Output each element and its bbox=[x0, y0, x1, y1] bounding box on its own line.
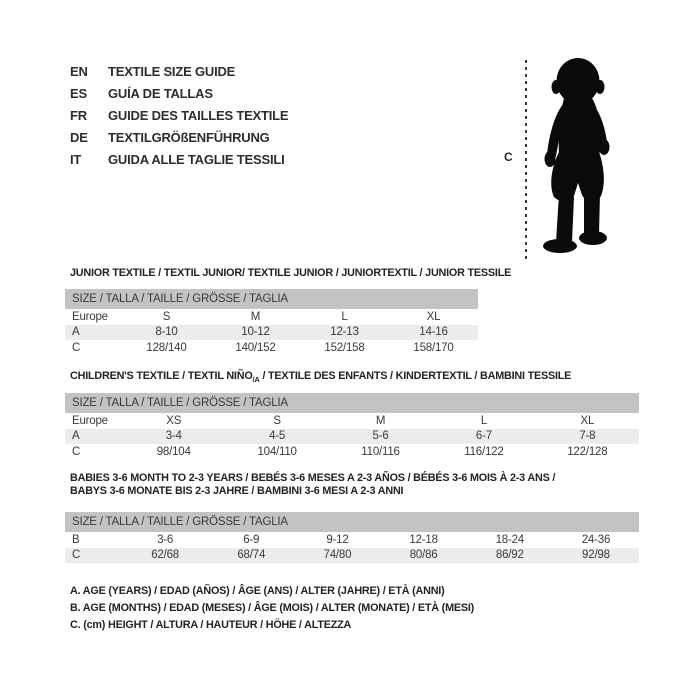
table-cell: S bbox=[162, 310, 171, 323]
size-header-bar: SIZE / TALLA / TAILLE / GRÖSSE / TAGLIA bbox=[65, 393, 639, 413]
table-row bbox=[65, 532, 639, 548]
table-row bbox=[65, 325, 478, 341]
table-cell: 158/170 bbox=[413, 341, 454, 354]
table-cell: 6-7 bbox=[475, 430, 492, 443]
table-cell: 140/152 bbox=[235, 341, 276, 354]
table-cell: 12-13 bbox=[330, 326, 359, 339]
legend-age-years: A. AGE (YEARS) / EDAD (AÑOS) / ÂGE (ANS) / ALTER (JAHRE) / ETÀ (ANNI) bbox=[70, 585, 445, 597]
table-row bbox=[65, 413, 639, 429]
table-cell: 152/158 bbox=[324, 341, 365, 354]
table-cell: 9-12 bbox=[326, 533, 349, 546]
table-cell: 92/98 bbox=[582, 549, 610, 562]
babies-section-title bbox=[70, 472, 555, 498]
table-cell: 14-16 bbox=[419, 326, 448, 339]
table-cell: XL bbox=[426, 310, 441, 323]
table-cell: 10-12 bbox=[241, 326, 270, 339]
table-row bbox=[65, 444, 639, 460]
table-cell: 3-4 bbox=[165, 430, 182, 443]
children-title-suffix: / TEXTILE DES ENFANTS / KINDERTEXTIL / BAMBINI TESSILE bbox=[259, 370, 572, 382]
table-cell: 7-8 bbox=[579, 430, 596, 443]
babies-title-line2: BABYS 3-6 MONATE BIS 2-3 JAHRE / BAMBINI 3-6 MESI A 2-3 ANNI bbox=[70, 485, 404, 497]
table-cell: L bbox=[341, 310, 348, 323]
table-cell: 24-36 bbox=[581, 533, 611, 546]
language-row-fr bbox=[70, 104, 288, 126]
table-cell: 18-24 bbox=[495, 533, 524, 546]
row-label: C bbox=[72, 341, 81, 354]
row-label: Europe bbox=[72, 414, 108, 427]
language-code: ES bbox=[70, 85, 87, 101]
table-cell: S bbox=[273, 414, 281, 427]
row-label: C bbox=[72, 549, 81, 562]
language-row-de bbox=[70, 126, 288, 148]
table-cell: 104/110 bbox=[257, 445, 297, 458]
row-label: Europe bbox=[72, 310, 108, 323]
language-row-es bbox=[70, 82, 288, 104]
language-title: GUIDE DES TAILLES TEXTILE bbox=[108, 107, 289, 123]
row-label: A bbox=[72, 430, 80, 443]
children-title-subscript: /A bbox=[252, 375, 260, 385]
table-cell: 62/68 bbox=[151, 549, 179, 562]
baby-figure bbox=[500, 52, 660, 267]
table-cell: XL bbox=[580, 414, 595, 427]
table-cell: 4-5 bbox=[269, 430, 286, 443]
children-size-table bbox=[65, 393, 639, 460]
language-row-en bbox=[70, 60, 288, 82]
babies-size-table bbox=[65, 512, 639, 563]
language-title: TEXTILGRÖßENFÜHRUNG bbox=[108, 129, 270, 145]
table-row bbox=[65, 309, 478, 325]
table-cell: 122/128 bbox=[567, 445, 608, 458]
language-code: DE bbox=[70, 129, 88, 145]
table-cell: 3-6 bbox=[157, 533, 174, 546]
table-cell: 5-6 bbox=[372, 430, 389, 443]
table-cell: 86/92 bbox=[495, 549, 524, 562]
language-title: TEXTILE SIZE GUIDE bbox=[108, 63, 236, 79]
baby-silhouette-icon bbox=[533, 56, 625, 258]
row-label: A bbox=[72, 326, 80, 339]
language-code: IT bbox=[70, 151, 82, 167]
table-cell: 8-10 bbox=[155, 326, 178, 339]
table-row bbox=[65, 548, 639, 564]
children-title-prefix: CHILDREN'S TEXTILE / TEXTIL NIÑO bbox=[70, 370, 253, 382]
babies-title-line1: BABIES 3-6 MONTH TO 2-3 YEARS / BEBÉS 3-6 MESES A 2-3 AÑOS / BÉBÉS 3-6 MOIS À 2-3 ANS / bbox=[70, 472, 556, 484]
size-header-bar: SIZE / TALLA / TAILLE / GRÖSSE / TAGLIA bbox=[65, 289, 478, 309]
junior-section-title: JUNIOR TEXTILE / TEXTIL JUNIOR/ TEXTILE JUNIOR / JUNIORTEXTIL / JUNIOR TESSILE bbox=[70, 267, 512, 279]
language-list bbox=[70, 60, 288, 170]
row-label: B bbox=[72, 533, 80, 546]
language-title: GUIDA ALLE TAGLIE TESSILI bbox=[108, 151, 285, 167]
table-cell: L bbox=[480, 414, 488, 427]
row-label: C bbox=[72, 445, 81, 458]
table-cell: M bbox=[250, 310, 261, 323]
junior-size-table bbox=[65, 289, 478, 356]
table-row bbox=[65, 429, 639, 445]
table-cell: 98/104 bbox=[156, 445, 191, 458]
legend-age-months: B. AGE (MONTHS) / EDAD (MESES) / ÂGE (MOIS) / ALTER (MONATE) / ETÀ (MESI) bbox=[70, 602, 475, 614]
table-cell: M bbox=[375, 414, 386, 427]
table-cell: 128/140 bbox=[146, 341, 187, 354]
size-header-bar: SIZE / TALLA / TAILLE / GRÖSSE / TAGLIA bbox=[65, 512, 639, 532]
children-section-title bbox=[70, 370, 571, 386]
language-title: GUÍA DE TALLAS bbox=[108, 85, 213, 101]
language-code: FR bbox=[70, 107, 87, 123]
table-cell: 80/86 bbox=[409, 549, 438, 562]
legend-height-cm: C. (cm) HEIGHT / ALTURA / HAUTEUR / HÖHE / ALTEZZA bbox=[70, 619, 352, 631]
table-cell: 116/122 bbox=[464, 445, 504, 458]
table-cell: 110/116 bbox=[361, 445, 400, 458]
language-code: EN bbox=[70, 63, 88, 79]
language-row-it bbox=[70, 148, 288, 170]
height-measure-label: C bbox=[504, 150, 513, 164]
height-measure-line bbox=[525, 60, 527, 262]
table-cell: 74/80 bbox=[323, 549, 352, 562]
table-cell: 12-18 bbox=[409, 533, 438, 546]
table-row bbox=[65, 340, 478, 356]
table-cell: 6-9 bbox=[243, 533, 260, 546]
table-cell: XS bbox=[166, 414, 182, 427]
table-cell: 68/74 bbox=[237, 549, 266, 562]
